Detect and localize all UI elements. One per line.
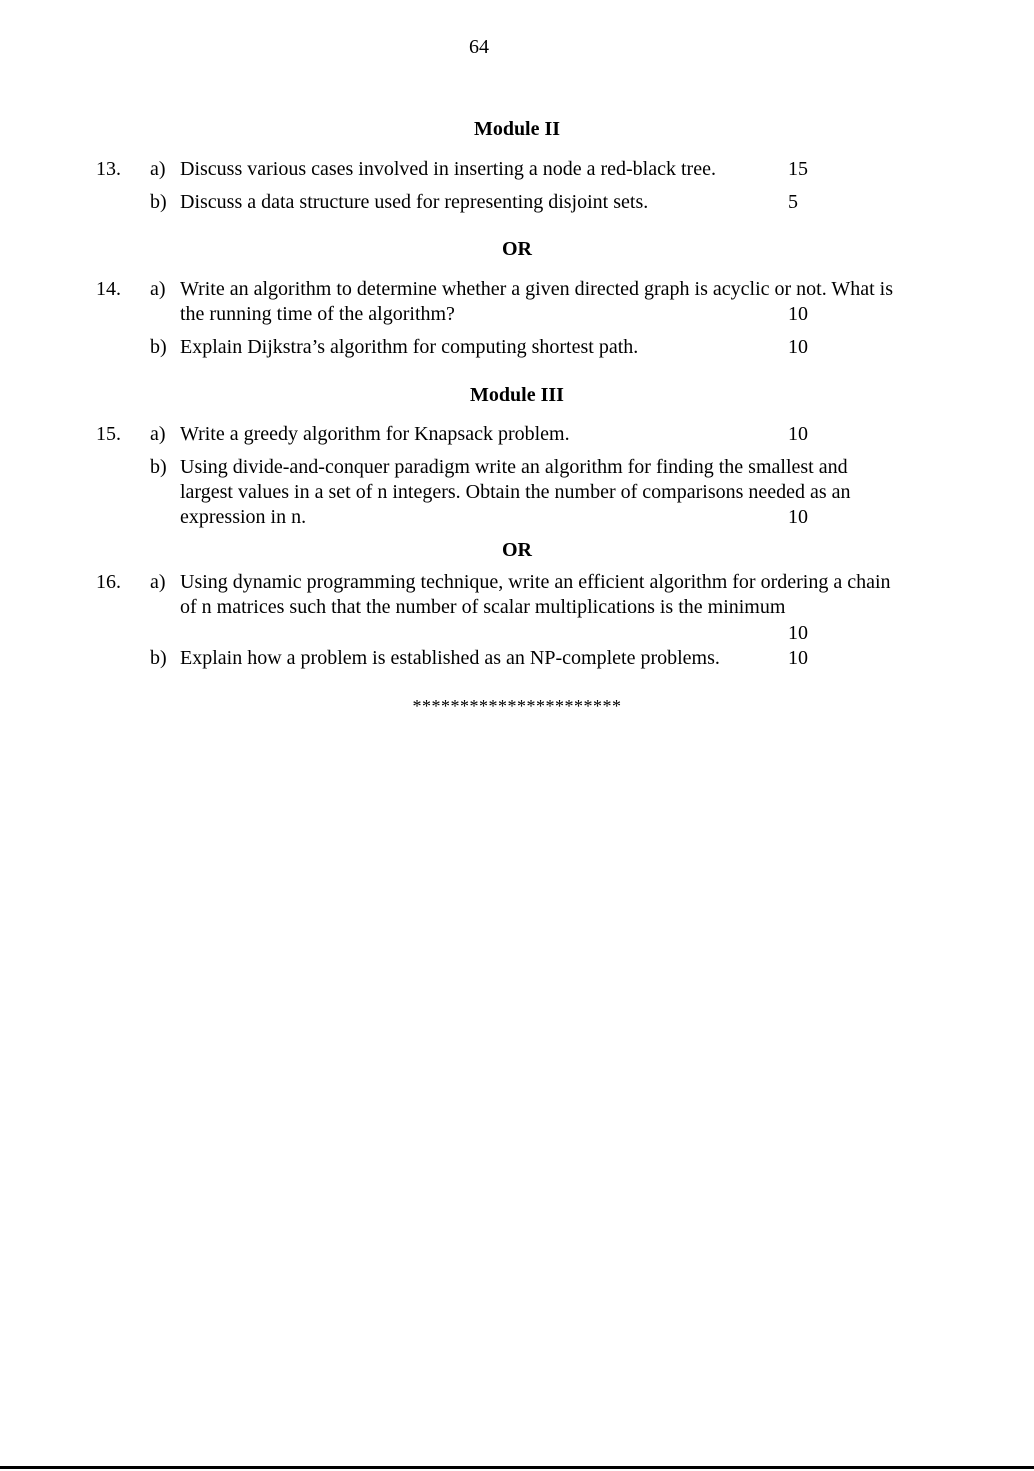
question-15b-marks: 10 [788, 506, 808, 528]
bottom-rule [0, 1466, 1034, 1469]
question-16a-marks: 10 [788, 622, 808, 644]
question-14b-marks: 10 [788, 336, 808, 358]
question-14b-label: b) [150, 336, 167, 358]
question-14a-line1: Write an algorithm to determine whether a given directed graph is acyclic or not. What is [180, 278, 894, 300]
question-15a-label: a) [150, 423, 166, 445]
end-of-paper-marker: ********************** [412, 696, 622, 716]
question-16a-line1: Using dynamic programming technique, write an efficient algorithm for ordering a chain [180, 571, 891, 593]
question-15b-label: b) [150, 456, 167, 478]
question-16-number: 16. [96, 571, 121, 593]
question-15a-marks: 10 [788, 423, 808, 445]
page-number: 64 [469, 36, 489, 58]
question-16a-label: a) [150, 571, 166, 593]
question-16b-label: b) [150, 647, 167, 669]
question-13a-marks: 15 [788, 158, 808, 180]
question-13b-marks: 5 [788, 191, 798, 213]
question-14-number: 14. [96, 278, 121, 300]
question-15b-line3: expression in n. [180, 506, 307, 528]
question-13-number: 13. [96, 158, 121, 180]
question-13a-text: Discuss various cases involved in inserting a node a red-black tree. [180, 158, 716, 180]
question-15b-line1: Using divide-and-conquer paradigm write an algorithm for finding the smallest and [180, 456, 848, 478]
question-16a-line2: of n matrices such that the number of scalar multiplications is the minimum [180, 596, 786, 618]
or-divider-1: OR [502, 238, 532, 260]
question-14a-marks: 10 [788, 303, 808, 325]
question-14a-line2: the running time of the algorithm? [180, 303, 455, 325]
question-15-number: 15. [96, 423, 121, 445]
question-14b-text: Explain Dijkstra’s algorithm for computing shortest path. [180, 336, 639, 358]
question-16b-marks: 10 [788, 647, 808, 669]
question-15b-line2: largest values in a set of n integers. Obtain the number of comparisons needed as an [180, 481, 851, 503]
question-13b-label: b) [150, 191, 167, 213]
module-ii-heading: Module II [473, 118, 561, 140]
question-13b-text: Discuss a data structure used for representing disjoint sets. [180, 191, 649, 213]
question-15a-text: Write a greedy algorithm for Knapsack problem. [180, 423, 570, 445]
or-divider-2: OR [502, 539, 532, 561]
question-14a-label: a) [150, 278, 166, 300]
module-iii-heading: Module III [470, 384, 564, 406]
question-13a-label: a) [150, 158, 166, 180]
question-16b-text: Explain how a problem is established as an NP-complete problems. [180, 647, 720, 669]
